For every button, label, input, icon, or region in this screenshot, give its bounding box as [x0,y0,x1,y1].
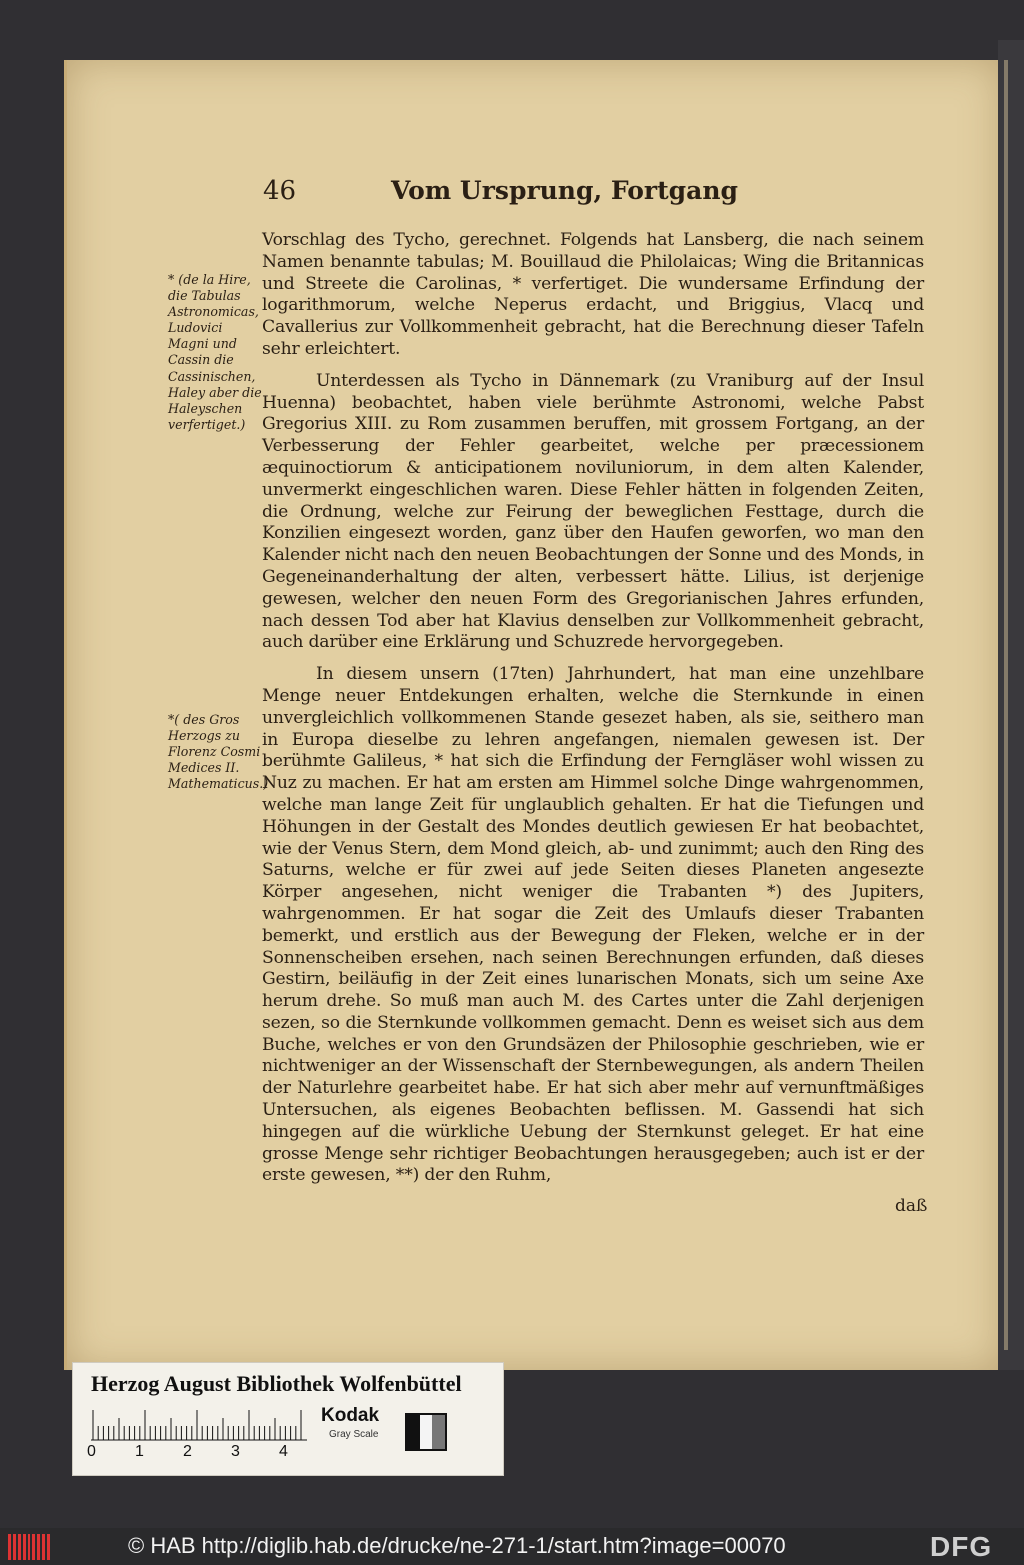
gray-scale-swatch [405,1413,447,1451]
paragraph-3: In diesem unsern (17ten) Jahrhundert, hat man eine unzehlbare Menge neuer Entdekungen erhalten, welche die Sternkunde in einen unvergleichlich vollkommenen Stande gesezet haben, als sie, seithero man in Europa dieselbe zu lehren angefangen, niemalen gewesen ist. Der berühmte Galileus, * hat sich die Erfindung der Ferngläser wohl wissen zu Nuz zu machen. Er hat am ersten am Himmel solche Dinge wahrgenommen, welche man lange Zeit für unglaublich gehalten. Er hat die Tiefungen und Höhungen in der Gestalt des Mondes deutlich gewiesen Er hat beobachtet, wie der Venus Stern, dem Mond gleich, ab- und zunimmt; auch den Ring des Saturns, welche er für zwei auf jede Seiten dieses Planeten angesezte Körper angesehen, nicht weniger die Trabanten *) des Jupiters, wahrgenommen. Er hat sogar die Zeit des Umlaufs dieser Trabanten bemerkt, und erstlich aus der Bewegung der Fleken, welche er in der Sonnenscheiben ersehen, nach seinen Berechnungen erfunden, daß dieses Gestirn, beiläufig in der Zeit eines lunarischen Monats, sich um seine Axe herum drehe. So muß man auch M. des Cartes unter die Zahl derjenigen sezen, so die Sternkunde vollkommen gemacht. Denn es weiset sich aus dem Buche, welches er von den Grundsäzen der Philosophie geschrieben, wie er nichtweniger an der Wissenschaft der Sternbewegungen, als andern Theilen der Naturlehre gearbeitet habe. Er hat sich aber mehr auf vernunftmäßiges Untersuchen, als eigenes Beobachten beflissen. M. Gassendi hat sich hingegen auf die würkliche Uebung der Sternkunst geleget. Er hat eine grosse Menge sehr richtiger Beobachtungen herausgegeben; auch ist er der erste gewesen, **) der den Ruhm, [262,664,924,1186]
paragraph-1: Vorschlag des Tycho, gerechnet. Folgends hat Lansberg, die nach seinem Namen benannte tabulas; M. Bouillaud die Philolaicas; Wing die Britannicas und Streete die Carolinas, * verfertiget. Die wundersame Erfindung der logarithmorum, welche Neperus erdacht, und Briggius, Vlacq und Cavallerius zur Vollkommenheit gebracht, hat die Berechnung dieser Tafeln sehr erleichtert. [262,230,924,359]
ruler-number: 1 [135,1443,144,1460]
body-text [262,230,924,1187]
footer-bar [0,1528,1024,1565]
page-edge-line [1004,60,1008,1350]
ruler-numbers [87,1443,327,1461]
kodak-logo: Kodak [321,1405,380,1426]
ruler-number: 3 [231,1443,240,1460]
library-name: Herzog August Bibliothek Wolfenbüttel [91,1371,462,1396]
adjacent-page-edge [998,40,1024,1370]
marginal-note-2: *( des Gros Herzogs zu Florenz Cosmi Medices II. Mathematicus.) [168,712,269,792]
footer-credit: © HAB http://diglib.hab.de/drucke/ne-271-1/start.htm?image=00070 [128,1533,786,1558]
hab-logo-icon [8,1534,50,1560]
running-title: Vom Ursprung, Fortgang [391,176,738,205]
ruler-number: 2 [183,1443,192,1460]
catchword: daß [895,1196,928,1216]
ruler-number: 4 [279,1443,288,1460]
ruler-scale [91,1407,307,1441]
marginal-note-1: * (de la Hire, die Tabulas Astronomicas, Ludovici Magni und Cassin die Cassinischen, Haley aber die Haleyschen verfertiget.) [168,272,262,432]
ruler-number: 0 [87,1443,96,1460]
dfg-logo: DFG [930,1531,993,1562]
paragraph-2: Unterdessen als Tycho in Dännemark (zu Vraniburg auf der Insul Huenna) beobachtet, haben viele berühmte Astronomi, welche Pabst Gregorius XIII. zu Rom zusammen beruffen, mit grossem Fortgang, an der Verbesserung der Fehler gearbeitet, welche per præcessionem æquinoctiorum & anticipationem noviluniorum, in dem alten Kalender, unvermerkt eingeschlichen waren. Diese Fehler hätten in folgenden Zeiten, die Ordnung, welche zur Feirung der beweglichen Festtage, durch die Konzilien eingesezt worden, ganz über den Haufen geworfen, wo man den Kalender nicht nach den neuen Beobachtungen der Sonne und des Monds, in Gegeneinanderhaltung der alten, verbessert hätte. Lilius, ist derjenige gewesen, welcher den neuen Form des Gregorianischen Jahres erfunden, nach dessen Tod aber hat Klavius denselben zur Vollkommenheit gebracht, auch darüber eine Erklärung und Schuzrede hervorgegeben. [262,370,924,653]
library-label-card [72,1362,504,1476]
gray-scale-label: Gray Scale [329,1429,379,1440]
page-number: 46 [263,176,297,206]
page-header [263,176,738,210]
